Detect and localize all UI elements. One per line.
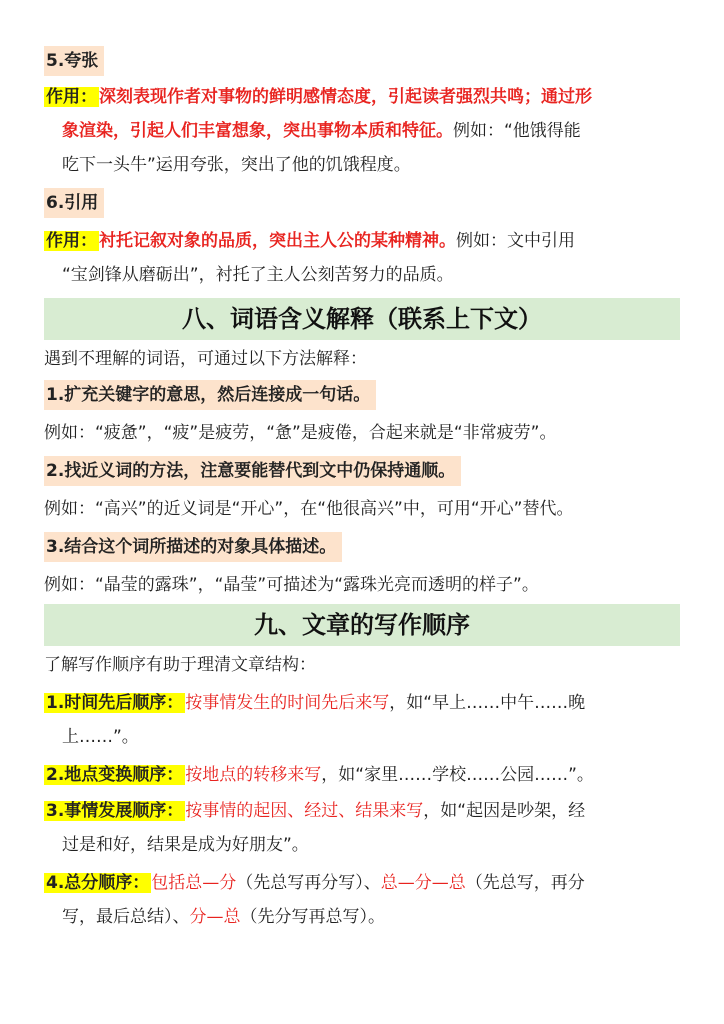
order-example: ，如“家里……学校……公园……”。 [321, 765, 594, 785]
section-exaggeration [44, 44, 684, 78]
method-2-example [44, 492, 684, 526]
writing-order-intro [44, 648, 684, 682]
order-example-cont: 上……”。 [62, 727, 139, 747]
example-text: 例如：“晶莹的露珠”，“晶莹”可描述为“露珠光亮而透明的样子”。 [44, 575, 539, 595]
example-text: 吃下一头牛”运用夸张，突出了他的饥饿程度。 [62, 155, 411, 175]
section-quotation [44, 186, 684, 220]
method-2 [44, 454, 684, 488]
order-desc-red: 按事情的起因、经过、结果来写 [185, 801, 424, 821]
section-title-writing-order: 九、文章的写作顺序 [44, 604, 680, 646]
section-title-word-meaning: 八、词语含义解释（联系上下文） [44, 298, 680, 340]
example-text: 例如：“高兴”的近义词是“开心”，在“他很高兴”中，可用“开心”替代。 [44, 499, 574, 519]
order-example: ，如“起因是吵架，经 [423, 801, 586, 821]
order-desc-red: 按地点的转移来写 [185, 765, 322, 785]
effect-text-red: 深刻表现作者对事物的鲜明感情态度，引起读者强烈共鸣；通过形 [99, 87, 592, 107]
method-3 [44, 530, 684, 564]
order-example: ，如“早上……中午……晚 [389, 693, 586, 713]
word-meaning-intro [44, 342, 684, 376]
quotation-effect [44, 224, 684, 292]
heading-quotation: 6.引用 [44, 188, 104, 218]
effect-text-red: 衬托记叙对象的品质，突出主人公的某种精神。 [99, 231, 456, 251]
order-note: （先总写再分写）、 [236, 873, 381, 893]
order-note: （先分写再总写）。 [240, 907, 385, 927]
order-label: 4.总分顺序： [46, 873, 150, 893]
method-heading: 1.扩充关键字的意思，然后连接成一句话。 [44, 380, 376, 410]
order-label: 3.事情发展顺序： [46, 801, 184, 821]
order-desc-red: 按事情发生的时间先后来写 [185, 693, 390, 713]
method-1 [44, 378, 684, 412]
effect-label: 作用： [46, 87, 97, 107]
example-intro: 例如：“他饿得能 [453, 121, 581, 141]
order-desc-red: 分—总 [189, 907, 241, 927]
example-text: 例如：“疲惫”，“疲”是疲劳，“惫”是疲倦，合起来就是“非常疲劳”。 [44, 423, 557, 443]
order-label: 1.时间先后顺序： [46, 693, 184, 713]
order-label: 2.地点变换顺序： [46, 765, 184, 785]
order-example-cont: 过是和好，结果是成为好朋友”。 [62, 835, 309, 855]
order-4 [44, 866, 684, 934]
order-note: 写，最后总结）、 [62, 907, 190, 927]
example-intro: 例如：文中引用 [456, 231, 575, 251]
order-2 [44, 758, 684, 792]
intro-text: 遇到不理解的词语，可通过以下方法解释： [44, 349, 367, 369]
effect-label: 作用： [46, 231, 97, 251]
intro-text: 了解写作顺序有助于理清文章结构： [44, 655, 316, 675]
example-text: “宝剑锋从磨砺出”，衬托了主人公刻苦努力的品质。 [62, 265, 454, 285]
order-desc-red: 总—分—总 [380, 873, 466, 893]
effect-text-red-cont: 象渲染，引起人们丰富想象，突出事物本质和特征。 [62, 121, 453, 141]
order-3 [44, 794, 684, 862]
method-3-example [44, 568, 684, 602]
method-heading: 3.结合这个词所描述的对象具体描述。 [44, 532, 342, 562]
method-1-example [44, 416, 684, 450]
order-1 [44, 686, 684, 754]
heading-exaggeration: 5.夸张 [44, 46, 104, 76]
method-heading: 2.找近义词的方法，注意要能替代到文中仍保持通顺。 [44, 456, 461, 486]
exaggeration-effect [44, 80, 684, 182]
order-note: （先总写，再分 [465, 873, 585, 893]
order-desc-red: 包括总—分 [151, 873, 237, 893]
